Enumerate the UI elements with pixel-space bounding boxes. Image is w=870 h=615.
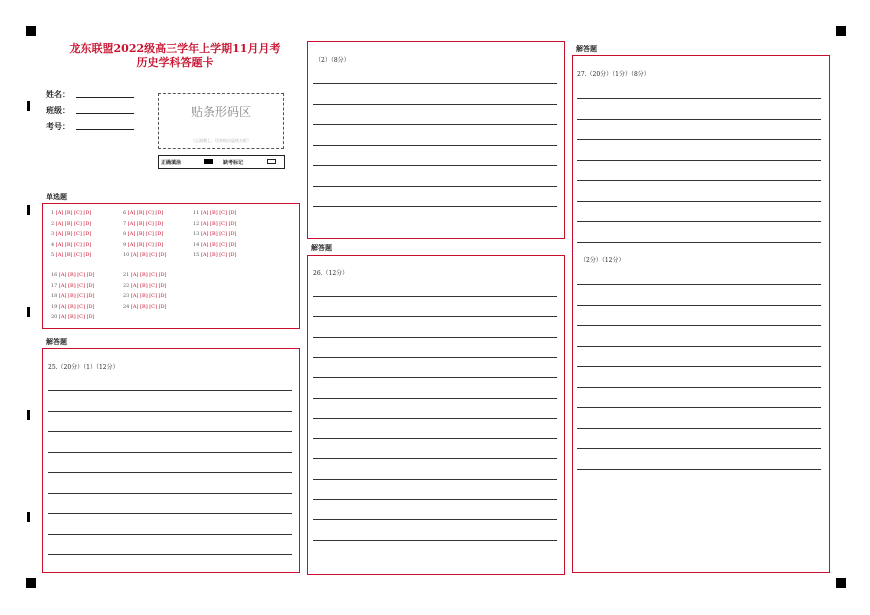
mc-question-5[interactable] [51,252,91,258]
answer-line[interactable] [577,160,821,161]
mc-option[interactable]: [A] [127,241,137,248]
answer-line[interactable] [313,438,557,439]
mc-option[interactable]: [B] [136,210,147,216]
mc-option[interactable]: [D] [83,241,92,248]
mc-option[interactable]: [B] [68,272,78,278]
mc-option[interactable]: [C] [74,231,84,237]
answer-line[interactable] [48,431,292,432]
mc-option[interactable]: [D] [228,210,237,216]
mc-option[interactable]: [C] [149,282,159,289]
mc-question-10[interactable] [123,252,166,258]
mc-option[interactable]: [C] [74,241,84,248]
answer-line[interactable] [577,346,821,347]
mc-question-number: 1 [51,210,56,216]
mc-option[interactable]: [A] [55,252,65,258]
mc-option[interactable]: [B] [210,252,220,258]
mc-option[interactable]: [A] [55,210,65,216]
answer-line[interactable] [577,469,821,470]
answer-line[interactable] [48,493,292,494]
mc-option[interactable]: [A] [200,210,211,216]
answer-line[interactable] [577,407,821,408]
answer-line[interactable] [313,124,557,125]
answer-line[interactable] [577,325,821,326]
timing-mark [27,205,30,215]
mc-option[interactable]: [D] [228,231,237,237]
mc-question-12[interactable] [193,221,236,227]
barcode-label: 贴条形码区 [190,105,251,119]
mc-option[interactable]: [B] [68,303,78,310]
mc-option[interactable]: [D] [155,241,164,248]
answer-line[interactable] [577,305,821,306]
mc-option[interactable]: [B] [64,252,75,258]
answer-line[interactable] [577,448,821,449]
answer-line[interactable] [313,165,557,166]
q25-panel [42,348,300,573]
answer-line[interactable] [577,366,821,367]
mc-option[interactable]: [B] [140,252,150,258]
answer-section-title-a: 解答题 [46,337,67,346]
answer-line[interactable] [313,316,557,317]
mc-option[interactable]: [D] [158,252,167,258]
mc-question-number: 12 [193,220,201,227]
mc-question-number: 11 [193,210,201,216]
mc-option[interactable]: [A] [58,282,69,289]
correct-fill-label: 正确填涂 [161,160,182,166]
exam-title-line1: 龙东联盟2022级高三学年上学期11月月考 [69,42,281,55]
q25-part2-panel [307,41,565,239]
mc-option[interactable]: [A] [58,293,69,299]
answer-line[interactable] [313,186,557,187]
mc-option[interactable]: [A] [127,220,137,227]
mc-option[interactable]: [B] [68,282,78,289]
mc-option[interactable]: [B] [140,282,150,289]
answer-line[interactable] [313,479,557,480]
mc-option[interactable]: [A] [55,220,65,227]
answer-line[interactable] [313,398,557,399]
q27-label: 27.（20分）（1分）（8分） [577,71,650,78]
mc-option[interactable]: [A] [130,303,141,310]
q27-part2-label: （2分）（12分） [580,257,625,264]
mc-question-number: 8 [123,231,128,237]
answer-line[interactable] [577,242,821,243]
mc-option[interactable]: [B] [64,231,75,237]
answer-line[interactable] [313,145,557,146]
mc-question-1[interactable] [51,210,91,216]
timing-mark [27,101,30,111]
mc-option[interactable]: [C] [219,252,229,258]
mc-question-number: 17 [51,282,59,289]
mc-option[interactable]: [B] [140,303,150,310]
q27-panel [572,55,830,573]
mc-question-number: 10 [123,252,131,258]
mc-question-13[interactable] [193,231,236,237]
mc-option[interactable]: [B] [210,220,220,227]
mc-question-22[interactable] [123,283,166,289]
mc-option[interactable]: [A] [58,303,69,310]
mc-option[interactable]: [A] [55,231,65,237]
answer-line[interactable] [577,180,821,181]
answer-section-title-c: 解答题 [576,44,597,53]
mc-question-number: 5 [51,252,56,258]
mc-option[interactable]: [B] [140,293,150,299]
answer-line[interactable] [577,284,821,285]
answer-line[interactable] [313,499,557,500]
mc-option[interactable]: [C] [219,241,229,248]
mc-option[interactable]: [D] [158,303,167,310]
timing-mark [27,410,30,420]
name-label: 姓名： [46,89,70,99]
mc-option[interactable]: [D] [158,293,167,299]
registration-mark-bottom-left [26,578,36,588]
mc-question-number: 19 [51,303,59,310]
mc-question-9[interactable] [123,242,163,248]
mc-question-4[interactable] [51,242,91,248]
mc-option[interactable]: [D] [83,210,92,216]
mc-option[interactable]: [D] [228,220,237,227]
mc-option[interactable]: [A] [130,282,141,289]
answer-line[interactable] [313,104,557,105]
mc-option[interactable]: [A] [127,231,137,237]
answer-line[interactable] [577,221,821,222]
mc-question-14[interactable] [193,242,236,248]
answer-line[interactable] [48,554,292,555]
mc-question-number: 7 [123,220,128,227]
mc-option[interactable]: [A] [127,210,137,216]
exam-number-field[interactable] [76,129,134,130]
mc-question-number: 14 [193,241,201,248]
mc-option[interactable]: [B] [68,293,78,299]
mc-option[interactable]: [C] [146,241,156,248]
mc-question-17[interactable] [51,283,94,289]
mc-question-16[interactable] [51,272,94,278]
answer-line[interactable] [577,139,821,140]
mc-option[interactable]: [A] [130,272,141,278]
mc-option[interactable]: [B] [136,241,147,248]
mc-option[interactable]: [A] [200,231,211,237]
barcode-area [158,93,284,149]
exam-title-line2: 历史学科答题卡 [136,56,214,69]
mc-option[interactable]: [B] [136,231,147,237]
mc-option[interactable]: [D] [228,252,237,258]
mc-option[interactable]: [D] [86,293,95,299]
single-choice-panel [42,203,300,329]
answer-line[interactable] [313,458,557,459]
mc-option[interactable]: [B] [68,314,78,320]
mc-option[interactable]: [A] [200,252,211,258]
barcode-note: （正面朝上，切勿贴出虚线方框） [191,138,251,143]
mc-option[interactable]: [B] [64,220,75,227]
exam-number-label: 考号： [46,121,70,131]
mc-option[interactable]: [A] [200,241,211,248]
mc-option[interactable]: [C] [219,231,229,237]
answer-line[interactable] [577,428,821,429]
mc-option[interactable]: [B] [64,210,75,216]
fill-legend [158,155,285,169]
mc-question-number: 9 [123,241,128,248]
mc-question-number: 23 [123,293,131,299]
mc-question-number: 16 [51,272,59,278]
mc-option[interactable]: [B] [210,231,220,237]
mc-question-number: 13 [193,231,201,237]
registration-mark-top-left [26,26,36,36]
mc-option[interactable]: [C] [219,220,229,227]
mc-question-number: 2 [51,220,56,227]
mc-option[interactable]: [D] [83,220,92,227]
answer-line[interactable] [48,411,292,412]
mc-question-3[interactable] [51,231,91,237]
q25-label: 25.（20分）（1）（12分） [48,364,119,371]
mc-option[interactable]: [C] [146,231,156,237]
mc-option[interactable]: [C] [146,220,156,227]
mc-option[interactable]: [A] [58,272,69,278]
registration-mark-bottom-right [836,578,846,588]
answer-line[interactable] [577,201,821,202]
mc-question-number: 18 [51,293,59,299]
mc-question-number: 22 [123,282,131,289]
answer-line[interactable] [313,206,557,207]
mc-option[interactable]: [C] [149,293,159,299]
mc-question-8[interactable] [123,231,163,237]
mc-question-15[interactable] [193,252,236,258]
mc-option[interactable]: [A] [130,252,141,258]
answer-line[interactable] [48,472,292,473]
mc-option[interactable]: [A] [58,314,69,320]
mc-question-18[interactable] [51,293,94,299]
mc-option[interactable]: [B] [140,272,150,278]
timing-mark [27,512,30,522]
mc-question-21[interactable] [123,272,166,278]
mc-option[interactable]: [C] [146,210,156,216]
timing-mark [27,307,30,317]
mc-option[interactable]: [B] [210,210,220,216]
mc-option[interactable]: [C] [77,293,87,299]
answer-line[interactable] [48,513,292,514]
answer-line[interactable] [577,387,821,388]
absent-mark-box[interactable] [267,159,276,164]
q26-panel [307,255,565,575]
mc-option[interactable]: [B] [210,241,220,248]
exam-title [40,42,310,70]
mc-option[interactable]: [D] [86,303,95,310]
mc-option[interactable]: [C] [77,272,87,278]
mc-option[interactable]: [D] [86,282,95,289]
answer-line[interactable] [577,98,821,99]
mc-question-number: 4 [51,241,56,248]
mc-question-number: 21 [123,272,131,278]
mc-option[interactable]: [D] [158,282,167,289]
mc-option[interactable]: [A] [130,293,141,299]
mc-option[interactable]: [C] [74,252,84,258]
answer-line[interactable] [48,534,292,535]
mc-option[interactable]: [C] [74,210,84,216]
class-label: 班级： [46,105,70,115]
mc-question-20[interactable] [51,314,94,320]
mc-question-number: 6 [123,210,128,216]
mc-question-number: 20 [51,314,59,320]
mc-option[interactable]: [B] [64,241,75,248]
answer-line[interactable] [313,337,557,338]
mc-question-number: 3 [51,231,56,237]
mc-option[interactable]: [D] [155,231,164,237]
mc-option[interactable]: [D] [86,272,95,278]
mc-option[interactable]: [A] [55,241,65,248]
answer-line[interactable] [313,540,557,541]
mc-option[interactable]: [D] [158,272,167,278]
q25-part2-label: （2）（8分） [315,57,350,64]
mc-option[interactable]: [B] [136,220,147,227]
mc-option[interactable]: [D] [155,210,164,216]
mc-option[interactable]: [D] [83,231,92,237]
mc-question-2[interactable] [51,221,91,227]
answer-section-title-b: 解答题 [311,243,332,252]
q26-label: 26.（12分） [313,270,349,277]
mc-question-6[interactable] [123,210,163,216]
mc-option[interactable]: [D] [155,220,164,227]
mc-option[interactable]: [D] [228,241,237,248]
mc-option[interactable]: [C] [149,272,159,278]
mc-option[interactable]: [C] [77,282,87,289]
mc-question-7[interactable] [123,221,163,227]
answer-line[interactable] [313,519,557,520]
correct-fill-sample [204,159,213,164]
absent-mark-label: 缺考标记 [223,160,244,166]
mc-option[interactable]: [C] [149,303,159,310]
mc-option[interactable]: [C] [77,314,87,320]
mc-option[interactable]: [C] [77,303,87,310]
mc-option[interactable]: [C] [149,252,159,258]
mc-question-23[interactable] [123,293,166,299]
name-field[interactable] [76,97,134,98]
mc-option[interactable]: [A] [200,220,211,227]
class-field[interactable] [76,113,134,114]
mc-option[interactable]: [D] [83,252,92,258]
answer-line[interactable] [313,418,557,419]
mc-question-11[interactable] [193,210,236,216]
mc-question-number: 24 [123,303,131,310]
answer-line[interactable] [313,357,557,358]
answer-line[interactable] [577,119,821,120]
answer-line[interactable] [313,296,557,297]
mc-question-number: 15 [193,252,201,258]
mc-option[interactable]: [C] [219,210,229,216]
answer-line[interactable] [313,83,557,84]
answer-line[interactable] [48,452,292,453]
registration-mark-top-right [836,26,846,36]
mc-option[interactable]: [C] [74,220,84,227]
mc-question-19[interactable] [51,304,94,310]
single-choice-title: 单选题 [46,192,67,201]
mc-option[interactable]: [D] [86,314,95,320]
answer-line[interactable] [313,377,557,378]
mc-question-24[interactable] [123,304,166,310]
answer-line[interactable] [48,390,292,391]
